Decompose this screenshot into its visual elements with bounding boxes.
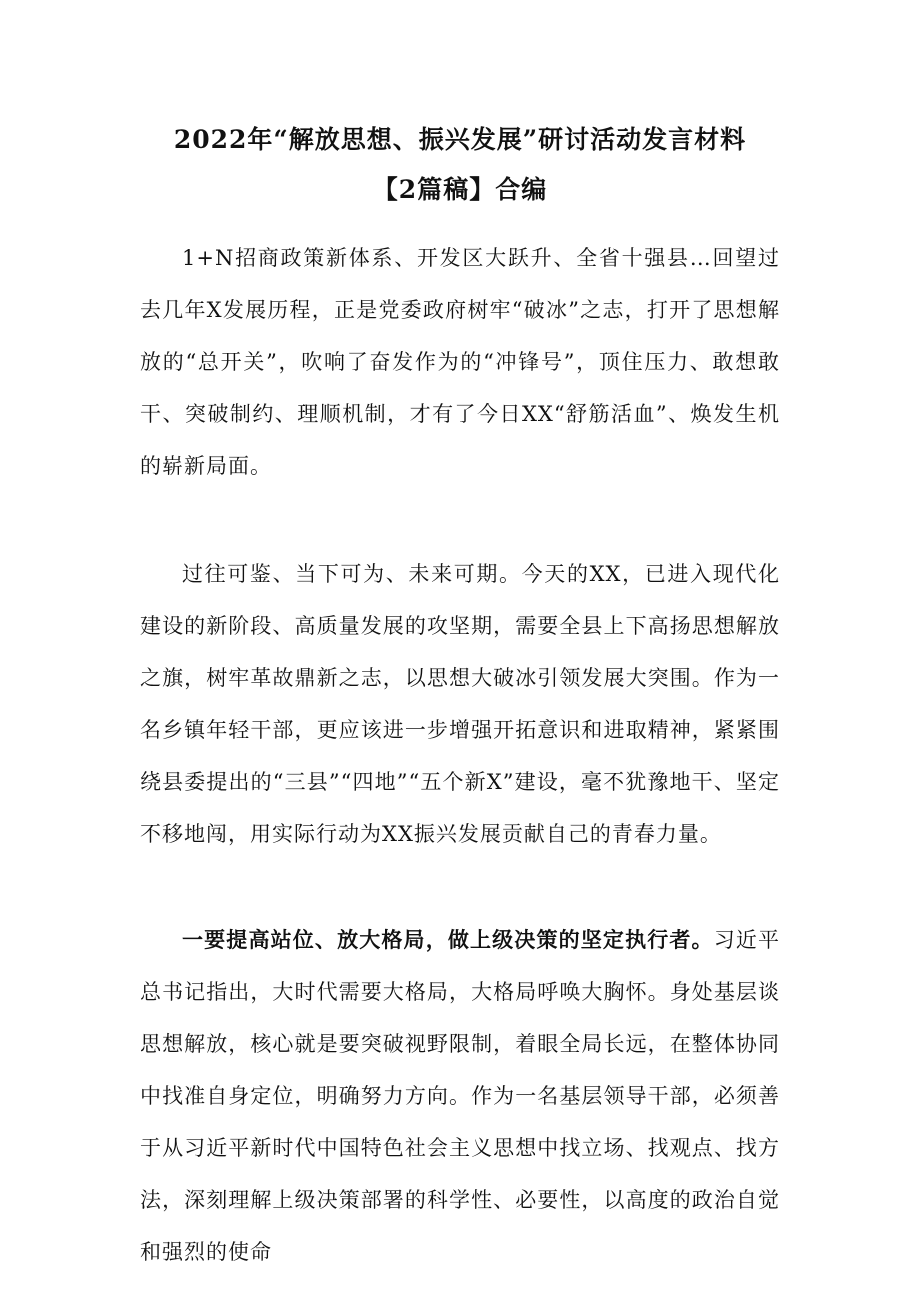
paragraph-2: 过往可鉴、当下可为、未来可期。今天的XX，已进入现代化建设的新阶段、高质量发展的攻坚期，需要全县上下高扬思想解放之旗，树牢革故鼎新之志，以思想大破冰引领发展大突围。作为一名乡镇年轻干部，更应该进一步增强开拓意识和进取精神，紧紧围绕县委提出的“三县”“四地”“五个新X”建设，毫不犹豫地干、坚定不移地闯，用实际行动为XX振兴发展贡献自己的青春力量。 <box>140 562 780 846</box>
paragraph-3-body: 习近平总书记指出，大时代需要大格局，大格局呼唤大胸怀。身处基层谈思想解放，核心就是要突破视野限制，着眼全局长远，在整体协同中找准自身定位，明确努力方向。作为一名基层领导干部，必须善于从习近平新时代中国特色社会主义思想中找立场、找观点、找方法，深刻理解上级决策部署的科学性、必要性，以高度的政治自觉和强烈的使命 <box>140 928 781 1264</box>
document-title-line2: 【2篇稿】合编 <box>372 175 548 204</box>
paragraph-1: 1+N招商政策新体系、开发区大跃升、全省十强县…回望过去几年X发展历程，正是党委政府树牢“破冰”之志，打开了思想解放的“总开关”，吹响了奋发作为的“冲锋号”，顶住压力、敢想敢干、突破制约、理顺机制，才有了今日XX“舒筋活血”、焕发生机的崭新局面。 <box>140 246 780 478</box>
paragraph-3-lead: 一要提高站位、放大格局，做上级决策的坚定执行者。 <box>182 927 714 952</box>
document-title-line1: 2022年“解放思想、振兴发展”研讨活动发言材料 <box>173 125 747 154</box>
paragraph-3 <box>140 914 780 1278</box>
